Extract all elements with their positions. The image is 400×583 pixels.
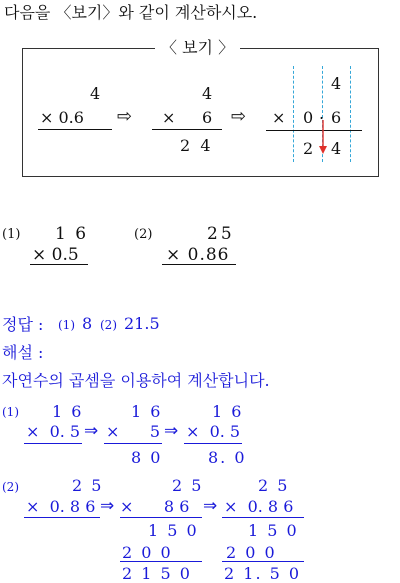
exp1-s3-line	[184, 443, 242, 444]
example-col1-line	[38, 129, 112, 130]
answer1-value: 8	[82, 314, 93, 333]
problem2-line	[162, 264, 236, 265]
example-title: 〈 보기 〉	[155, 40, 240, 56]
exp2-s2-line	[120, 517, 202, 518]
exp2-s1-mul: × 0. 8 6	[26, 497, 96, 516]
example-col3-mul-sign: ×	[272, 108, 286, 127]
exp2-s3-row1: 1 5 0	[248, 521, 299, 540]
exp2-s3-line2	[222, 561, 304, 562]
exp1-s2-top: 1 6	[131, 402, 163, 421]
exp2-arrow2: ⇒	[203, 496, 218, 516]
example-guide-3	[350, 66, 351, 162]
exp2-arrow1: ⇒	[100, 496, 115, 516]
problem1-line	[30, 264, 88, 265]
example-arrow1: ⇨	[117, 106, 133, 127]
problem2-mul: × 0.86	[166, 245, 230, 265]
explanation-text: 자연수의 곱셈을 이용하여 계산합니다.	[2, 371, 270, 390]
example-col1-top: 4	[90, 84, 101, 103]
example-col2-top: 4	[202, 84, 213, 103]
example-col3-dot: .	[319, 104, 325, 123]
example-col3-digit-6: 6	[331, 108, 342, 127]
problem2-top: 25	[207, 224, 235, 244]
answer2-value: 21.5	[124, 314, 160, 333]
exp2-s2-line2	[120, 561, 202, 562]
example-col3-line	[266, 130, 362, 131]
exp2-s2-mul: × 8 6	[120, 497, 190, 516]
exp2-s3-line	[222, 517, 304, 518]
decimal-point-arrow-icon	[318, 118, 328, 156]
exp1-s1-line	[24, 443, 82, 444]
exp1-s3-top: 1 6	[212, 402, 244, 421]
exp2-s3-row2: 2 0 0	[226, 543, 277, 562]
example-col3-digit-0: 0	[303, 108, 314, 127]
exp2-num: (2)	[2, 480, 19, 494]
example-col2-line	[152, 129, 222, 130]
exp1-s2-mul: × 5	[106, 422, 161, 441]
example-col1-mul: × 0.6	[40, 108, 84, 127]
exp1-s2-line	[104, 443, 162, 444]
problem1-num: (1)	[2, 227, 21, 242]
exp2-s2-result: 2 1 5 0	[122, 564, 192, 583]
answer1-num: (1)	[58, 318, 75, 332]
example-arrow2: ⇨	[231, 106, 247, 127]
explanation-label: 해설 :	[2, 343, 44, 362]
exp2-s2-top: 2 5	[172, 476, 204, 495]
exp2-s2-row2: 2 0 0	[122, 543, 173, 562]
example-guide-1	[293, 66, 294, 162]
exp1-s1-mul: × 0. 5	[26, 422, 81, 441]
example-col3-top: 4	[331, 74, 342, 93]
exp2-s1-line	[24, 517, 100, 518]
exp1-arrow2: ⇒	[164, 421, 179, 441]
exp2-s3-top: 2 5	[258, 476, 290, 495]
example-col2-mul-sign: ×	[162, 108, 176, 127]
exp2-s3-mul: × 0. 8 6	[224, 497, 294, 516]
exp1-arrow1: ⇒	[84, 421, 99, 441]
problem2-num: (2)	[134, 227, 153, 242]
answer-label: 정답 :	[2, 315, 44, 334]
exp2-s1-top: 2 5	[72, 476, 104, 495]
example-col2-mul-num: 6	[202, 108, 213, 127]
example-col3-result-4: 4	[331, 139, 342, 158]
exp1-s3-mul: × 0. 5	[186, 422, 241, 441]
problem1-top: 1 6	[55, 224, 89, 244]
example-col3-result-2: 2	[303, 139, 314, 158]
problem1-mul: × 0.5	[32, 245, 79, 265]
exp1-s1-top: 1 6	[52, 402, 84, 421]
question-text: 다음을 〈보기〉와 같이 계산하시오.	[4, 3, 258, 22]
exp1-num: (1)	[2, 405, 19, 419]
exp1-s3-result: 8. 0	[208, 448, 247, 467]
example-col2-result: 2 4	[180, 136, 211, 155]
exp2-s3-result: 2 1. 5 0	[224, 564, 302, 583]
answer2-num: (2)	[100, 318, 117, 332]
exp2-s2-row1: 1 5 0	[148, 521, 199, 540]
exp1-s2-result: 8 0	[131, 448, 163, 467]
